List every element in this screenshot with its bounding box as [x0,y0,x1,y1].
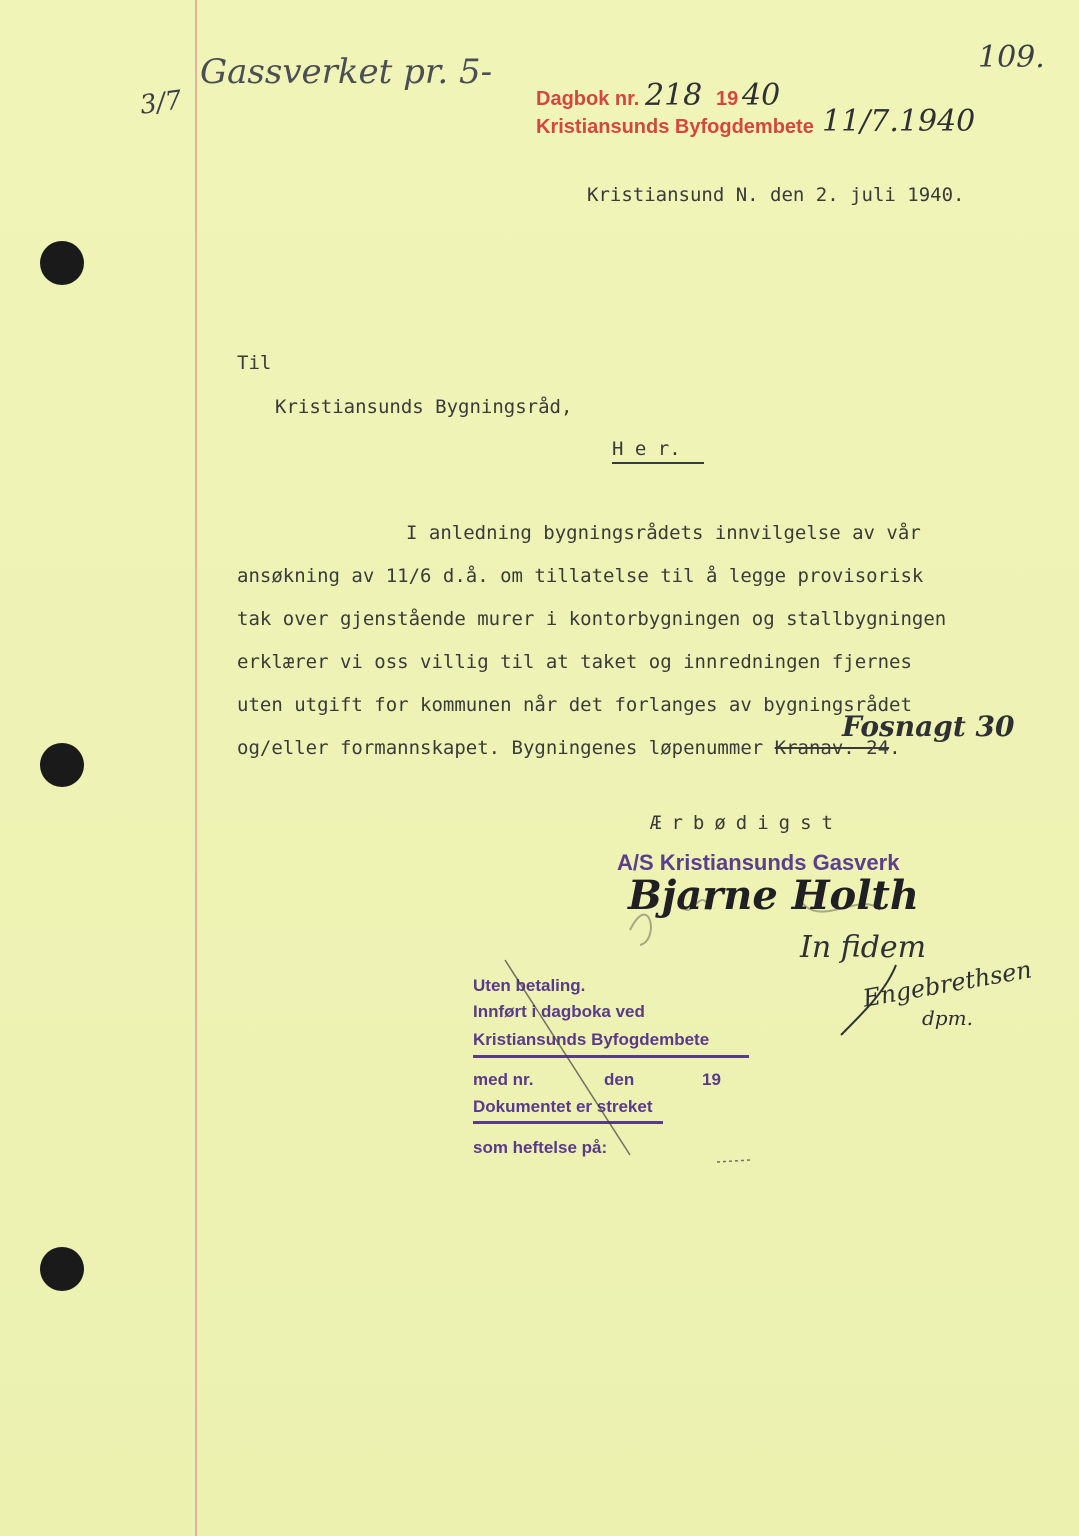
margin-note-date: 3/7 [138,85,184,121]
registry-stamp-line3: Kristiansunds Byfogdembete [473,1030,710,1049]
sender-stamp: A/S Kristiansunds Gasverk [617,850,900,875]
margin-note-text: Gassverket pr. 5- [200,52,493,92]
body-line-5: uten utgift for kommunen når det forlanges av bygningsrådet [237,694,912,716]
registry-stamp-line5: Dokumentet er streket [473,1097,653,1116]
registry-stamp-med-nr: med nr. [473,1070,534,1089]
letter-place-date: Kristiansund N. den 2. juli 1940. [587,184,965,206]
registry-stamp-line6: som heftelse på: [473,1138,608,1157]
registry-stamp-mark [715,1150,755,1170]
page-number: 109. [978,40,1045,75]
recipient-place: H e r. [612,438,704,464]
margin-line [195,0,197,1536]
body-line-6-start: og/eller formannskapet. Bygningenes løpenummer [237,737,764,759]
body-line-4: erklærer vi oss villig til at taket og innredningen fjernes [237,651,912,673]
recipient: Kristiansunds Bygningsråd, [275,396,573,418]
body-line-3: tak over gjenstående murer i kontorbygningen og stallbygningen [237,608,947,630]
registry-stamp-den: den [604,1070,635,1089]
struck-address: Kranav. 2 [774,737,878,759]
registry-stamp-year: 19 [702,1070,721,1089]
registry-stamp-crossout [500,955,640,1165]
journal-stamp-year-prefix: 19 [716,88,739,110]
journal-stamp-label: Dagbok nr. [536,88,640,110]
journal-stamp-office: Kristiansunds Byfogdembete [536,116,814,138]
registry-stamp-line2: Innført i dagboka ved [473,1002,645,1021]
struck-address-tail: 4 [877,737,890,759]
closing: Ærbødigst [650,812,843,834]
signature: Bjarne Holth [628,872,919,919]
journal-stamp-number: 218 [645,78,703,113]
journal-stamp-year-suffix: 40 [742,78,781,113]
received-title: dpm. [922,1006,973,1030]
registry-stamp-line1: Uten betaling. [473,976,586,995]
received-sign-stroke [836,960,916,1040]
journal-stamp-date: 11/7.1940 [822,104,976,139]
received-note: In fidem [800,930,927,965]
salutation-to: Til [237,352,272,374]
punch-hole-top [40,241,84,285]
body-line-2: ansøkning av 11/6 d.å. om tillatelse til å legge provisorisk [237,565,924,587]
punch-hole-middle [40,743,84,787]
received-sign: Engebrethsen [860,955,1034,1013]
handwritten-correction: Fosnagt 30 [842,710,1015,743]
body-line-6: og/eller formannskapet. Bygningenes løpenummer Kranav. 24. [237,737,901,759]
body-line-1: I anledning bygningsrådets innvilgelse av vår [406,522,921,544]
punch-hole-bottom [40,1247,84,1291]
